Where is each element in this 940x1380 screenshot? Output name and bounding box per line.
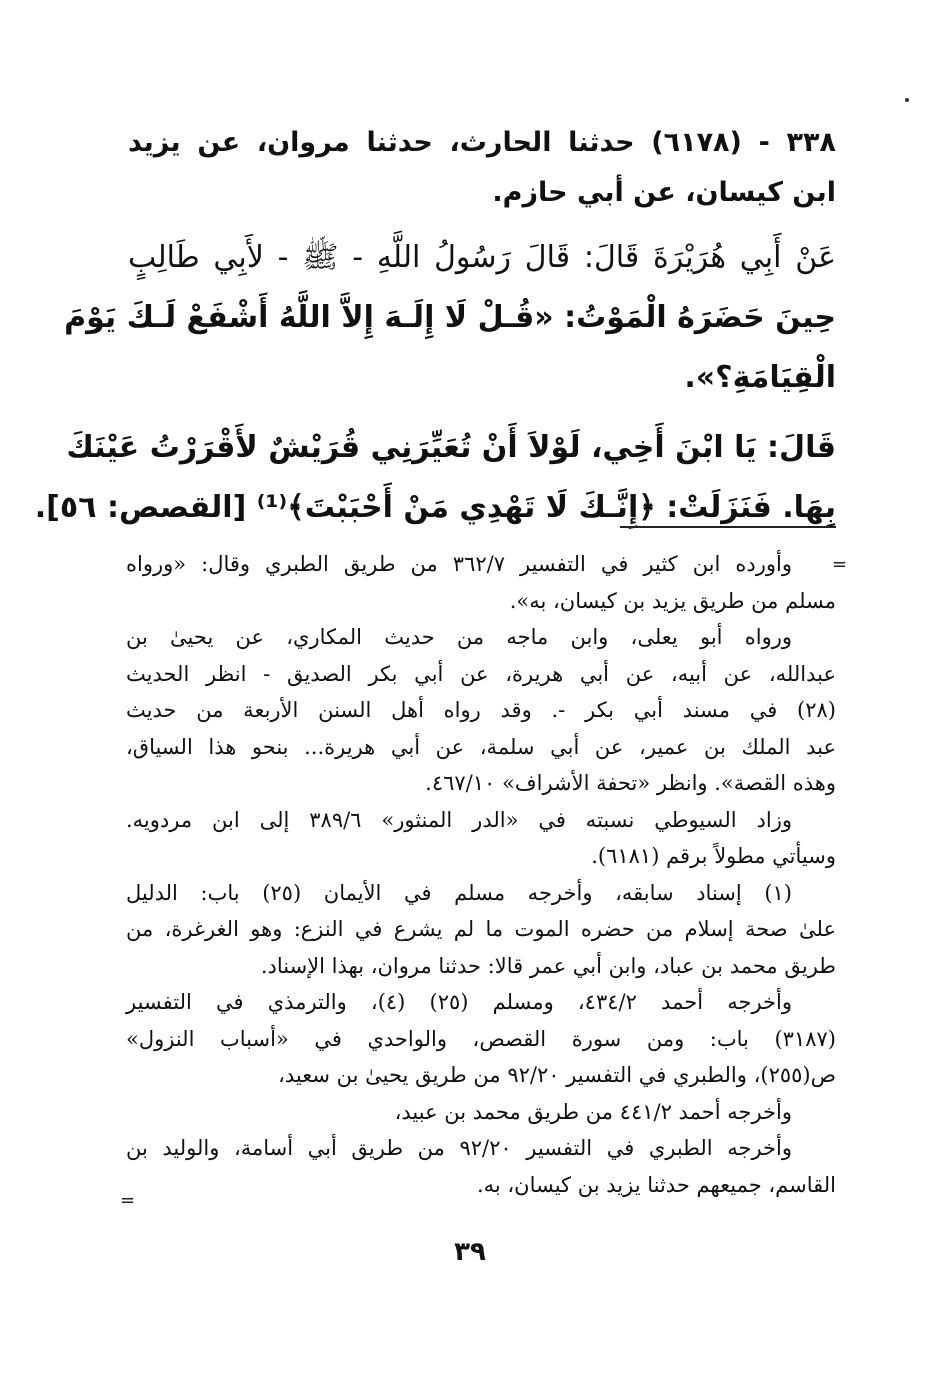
footnote-separator: [620, 526, 836, 528]
footnote-line: (٣١٨٧) باب: ومن سورة القصص، والواحدي في «أسباب النزول»: [126, 1026, 836, 1051]
footnote-line: وأخرجه الطبري في التفسير ٩٢/٢٠ من طريق أبي أسامة، والوليد بن: [126, 1136, 792, 1160]
hadith-block: [34, 118, 836, 538]
matn-line: الْقِيَامَةِ؟».: [684, 360, 836, 395]
footnote-line: ص(٢٥٥)، والطبري في التفسير ٩٢/٢٠ من طريق يحيىٰ بن سعيد،: [278, 1063, 836, 1087]
footnote-line: عبدالله، عن أبيه، عن أبي هريرة، عن أبي بكر الصديق - انظر الحديث: [126, 661, 836, 686]
page-speck: [905, 98, 909, 102]
matn-line: قَالَ: يَا ابْنَ أَخِي، لَوْلاَ أَنْ تُعَيِّرَنِي قُرَيْشٌ لأَقْرَرْتُ عَيْنَكَ: [66, 430, 836, 465]
footnote-line: وأخرجه أحمد ٤٣٤/٢، ومسلم (٢٥) (٤)، والترمذي في التفسير: [126, 990, 792, 1014]
continued-mark: =: [120, 1190, 136, 1211]
footnote-line: عبد الملك بن عمير، عن أبي سلمة، عن أبي هريرة... بنحو هذا السياق،: [126, 734, 836, 759]
footnote-line: وزاد السيوطي نسبته في «الدر المنثور» ٣٨٩/٦ إلى ابن مردويه.: [126, 807, 792, 832]
matn-line: عَنْ أَبِي هُرَيْرَةَ قَالَ: قَالَ رَسُولُ اللَّهِ - ﷺ - لأَبِي طَالِبٍ: [128, 240, 836, 275]
footnotes: [126, 546, 836, 1203]
footnote-line: وأخرجه أحمد ٤٤١/٢ من طريق محمد بن عبيد،: [394, 1099, 792, 1124]
footnote-line: وأورده ابن كثير في التفسير ٣٦٢/٧ من طريق الطبري وقال: «ورواه: [126, 552, 792, 576]
isnad-line: ٣٣٨ - (٦١٧٨) حدثنا الحارث، حدثنا مروان، عن يزيد: [128, 127, 836, 158]
matn-line: بِهَا. فَنَزَلَتْ: ﴿إِنَّـكَ لَا تَهْدِي مَنْ أَحْبَبْتَ﴾⁽¹⁾ [القصص: ٥٦].: [34, 490, 836, 525]
footnote-line: طريق محمد بن عباد، وابن أبي عمر قالا: حدثنا مروان، بهذا الإسناد.: [260, 953, 836, 978]
footnote-line: مسلم من طريق يزيد بن كيسان، به».: [509, 588, 836, 613]
footnote-line: (٢٨) في مسند أبي بكر -. وقد رواه أهل السنن الأربعة من حديث: [126, 698, 836, 722]
footnote-line: وهذه القصة». وانظر «تحفة الأشراف» ٤٦٧/١٠.: [425, 771, 836, 795]
footnote-line: علىٰ صحة إسلام من حضره الموت ما لم يشرع في النزع: وهو الغرغرة، من: [126, 917, 836, 941]
footnote-line: القاسم، جميعهم حدثنا يزيد بن كيسان، به.: [476, 1172, 836, 1197]
continuation-mark: =: [832, 554, 848, 575]
isnad-line: ابن كيسان، عن أبي حازم.: [492, 177, 836, 208]
footnote-line: ورواه أبو يعلى، وابن ماجه من حديث المكاري، عن يحيىٰ بن: [126, 625, 792, 649]
page-number: ٣٩: [454, 1237, 486, 1267]
footnote-line: (١) إسناد سابقه، وأخرجه مسلم في الأيمان (٢٥) باب: الدليل: [126, 880, 792, 905]
footnote-line: وسيأتي مطولاً برقم (٦١٨١).: [591, 844, 836, 868]
matn-line: حِينَ حَضَرَهُ الْمَوْتُ: «قُـلْ لَا إِلَـهَ إِلاَّ اللَّهُ أَشْفَعْ لَـكَ يَوْمَ: [64, 300, 836, 335]
